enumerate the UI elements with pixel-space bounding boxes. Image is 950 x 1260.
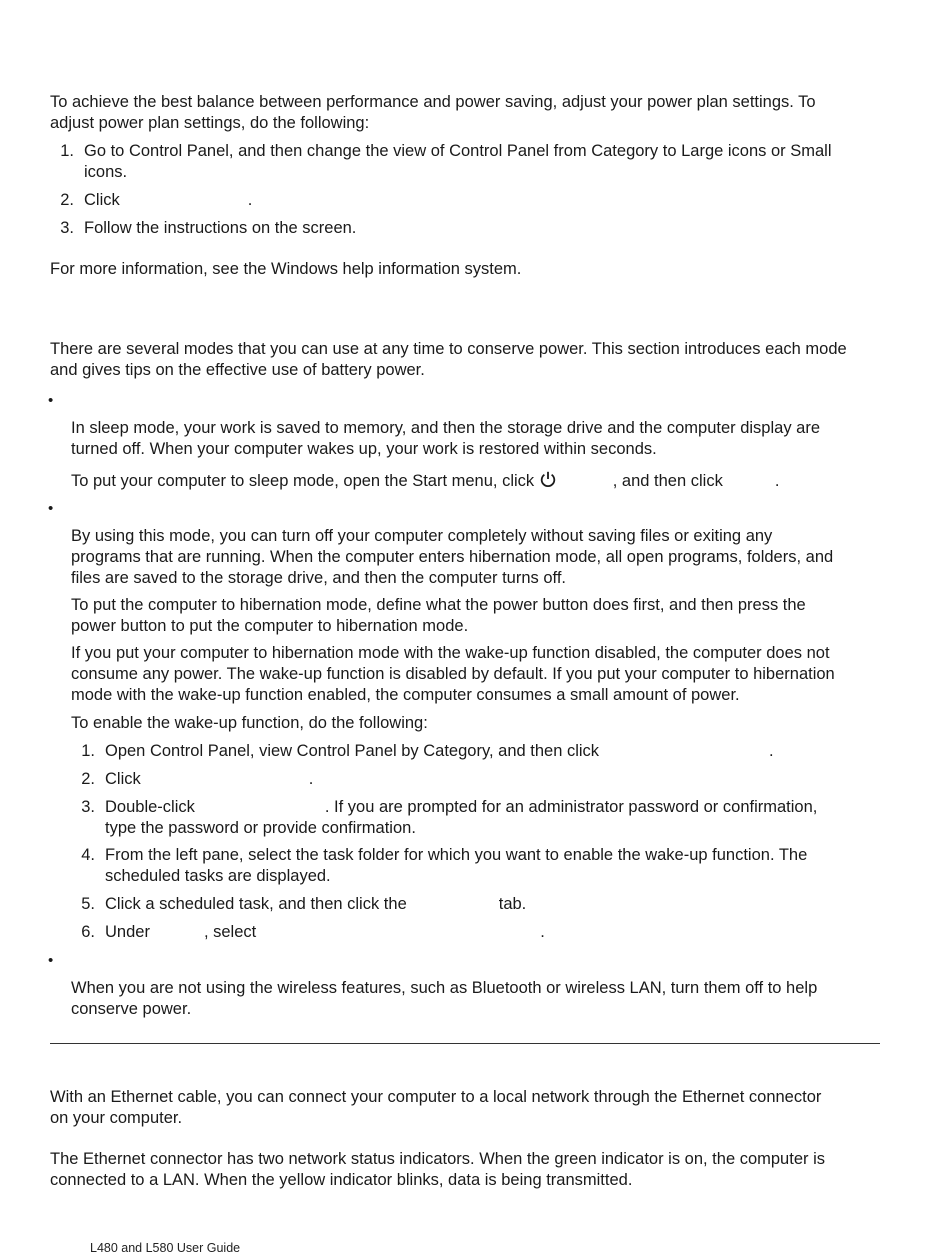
step-number: 3. [81,798,95,816]
step-number: 5. [81,895,95,913]
wake-step-6: Under , select . [105,923,545,941]
step-number: 3. [60,219,74,237]
step-number: 1. [81,742,95,760]
wake-step-4: From the left pane, select the task folder for which you want to enable the wake-up function. The scheduled tasks are displayed. [105,846,808,885]
wake-step-3: Double-click . If you are prompted for an administrator password or confirmation, type the password or provide confirmation. [105,798,818,837]
sleep-description: In sleep mode, your work is saved to memory, and then the storage drive and the computer display are turned off. When your computer wakes up, your work is restored within seconds. [71,419,821,458]
page-footer: L480 and L580 User Guide [90,1241,241,1255]
step-number: 2. [60,191,74,209]
bullet-sleep: • [48,392,54,409]
wake-step-2: Click . [105,770,314,788]
step-number: 6. [81,923,95,941]
wake-up-intro: To enable the wake-up function, do the following: [71,714,428,732]
bullet-hibernation: • [48,500,54,517]
hibernation-power-note: If you put your computer to hibernation mode with the wake-up function disabled, the computer does not consume any power. The wake-up function is disabled by default. If you put your computer to hibernation mode with the wake-up function enabled, the computer consumes a small amount of power. [71,644,835,704]
bullet-wireless: • [48,952,54,969]
ethernet-intro: With an Ethernet cable, you can connect your computer to a local network through the Ethernet connector on your computer. [50,1088,822,1127]
wake-step-5: Click a scheduled task, and then click the tab. [105,895,527,913]
modes-intro: There are several modes that you can use at any time to conserve power. This section introduces each mode and gives tips on the effective use of battery power. [50,340,847,379]
plan-step-2: Click . [84,191,253,209]
plan-step-1: Go to Control Panel, and then change the view of Control Panel from Category to Large icons or Small icons. [84,142,832,181]
hibernation-description: By using this mode, you can turn off your computer completely without saving files or exiting any programs that are running. When the computer enters hibernation mode, all open programs, folders, and files are saved to the storage drive, and then the computer turns off. [71,527,834,587]
wake-step-1: Open Control Panel, view Control Panel by Category, and then click . [105,742,774,760]
step-number: 1. [60,142,74,160]
hibernation-howto: To put the computer to hibernation mode, define what the power button does first, and then press the power button to put the computer to hibernation mode. [71,596,806,635]
power-plan-intro: To achieve the best balance between performance and power saving, adjust your power plan settings. To adjust power plan settings, do the following: [50,93,816,132]
ethernet-indicators: The Ethernet connector has two network status indicators. When the green indicator is on, the computer is connected to a LAN. When the yellow indicator blinks, data is being transmitted. [50,1150,825,1189]
step-number: 4. [81,846,95,864]
power-icon [539,470,557,488]
wireless-description: When you are not using the wireless features, such as Bluetooth or wireless LAN, turn them off to help conserve power. [71,979,818,1018]
sleep-howto: To put your computer to sleep mode, open the Start menu, click , and then click . [71,472,780,490]
section-divider [50,1043,880,1044]
plan-step-3: Follow the instructions on the screen. [84,219,357,237]
more-info-text: For more information, see the Windows help information system. [50,260,522,278]
step-number: 2. [81,770,95,788]
